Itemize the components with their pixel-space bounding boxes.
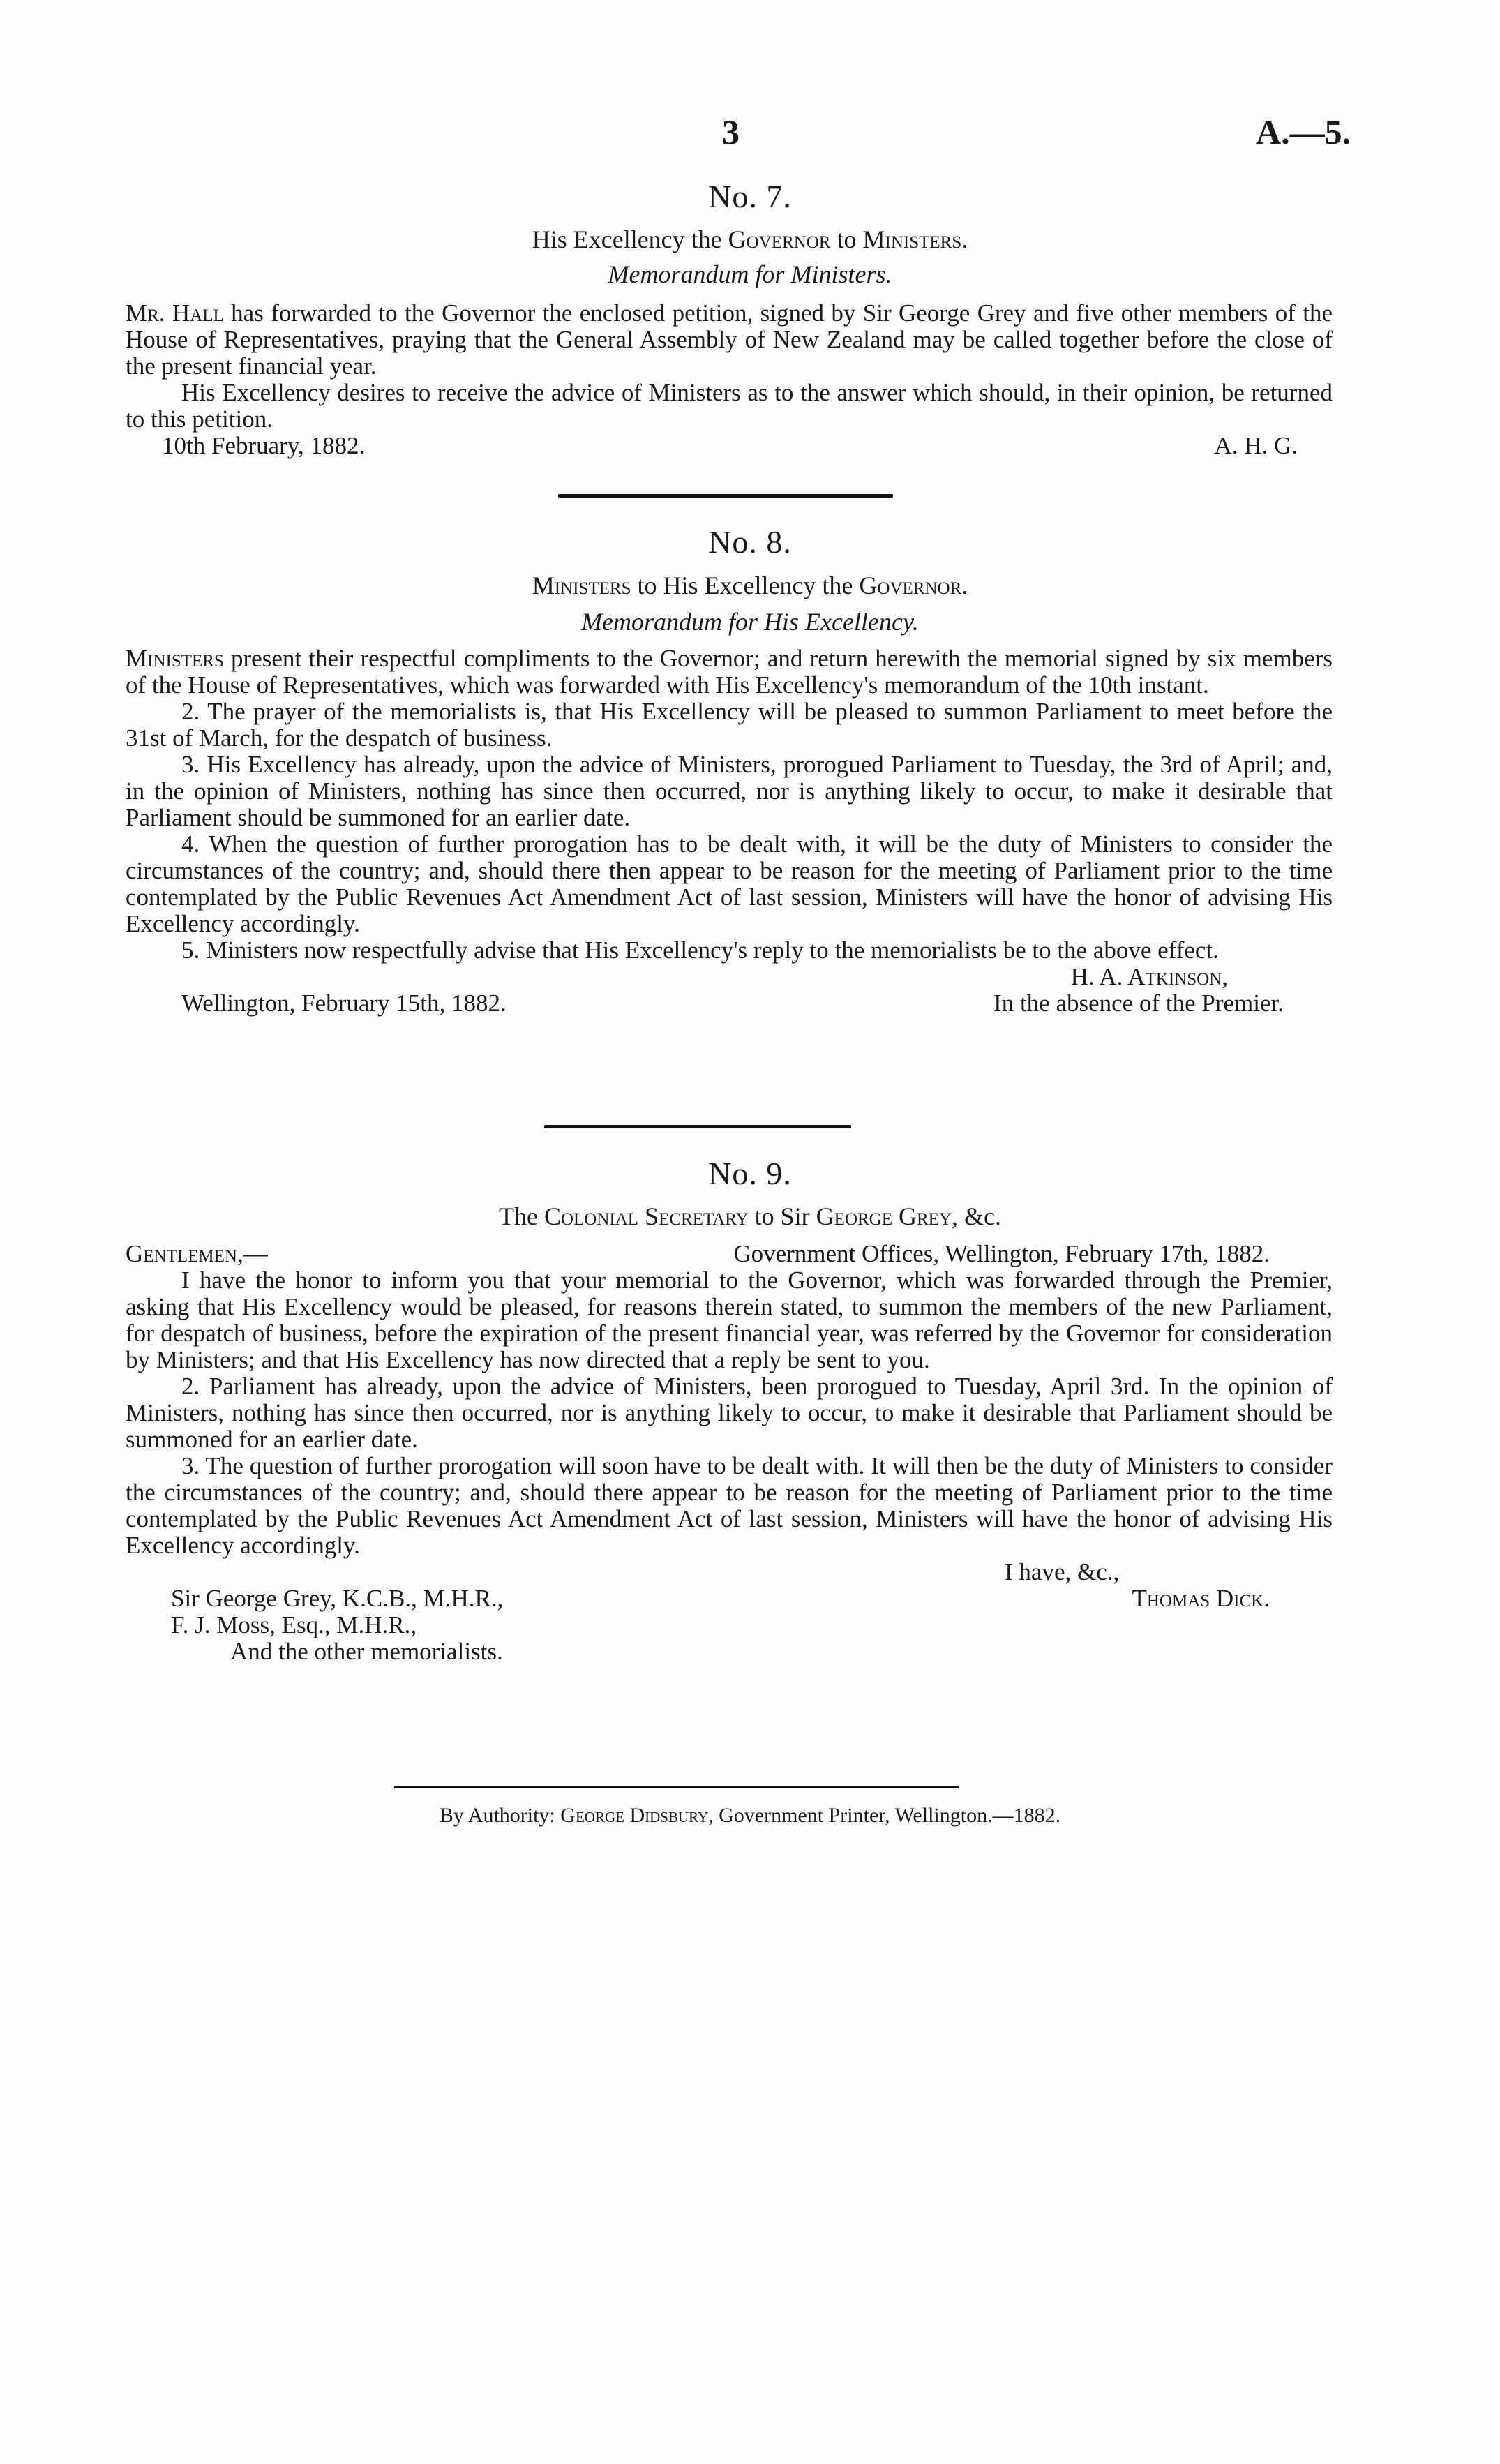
no7-title: His Excellency the Governor to Ministers.	[532, 225, 968, 253]
printer-imprint: By Authority: George Didsbury, Government Printer, Wellington.—1882.	[439, 1804, 1061, 1827]
no7-lead: Mr. Hall	[126, 299, 224, 327]
section-divider	[544, 1125, 851, 1128]
no9-title: The Colonial Secretary to Sir George Grey, &c.	[499, 1202, 1001, 1230]
no9-dateline: Government Offices, Wellington, February 17th, 1882.	[733, 1240, 1270, 1267]
no8-title: Ministers to His Excellency the Governor.	[532, 572, 968, 599]
no9-salutation: Gentlemen,—	[126, 1240, 268, 1267]
page-number: 3	[722, 112, 740, 151]
page-reference: A.—5.	[1256, 112, 1351, 151]
no9-addressee-1: Sir George Grey, K.C.B., M.H.R.,	[171, 1585, 504, 1612]
no7-heading: No. 7.	[708, 179, 792, 214]
no8-para-3: 3. His Excellency has already, upon the advice of Ministers, prorogued Parliament to Tuesday, the 3rd of April; and, in the opinion of Ministers, nothing has since then occurred, nor is anything likely to occur, to make it desirable that Parliament should be summoned for an earlier date.	[126, 751, 1333, 831]
no8-para-5: 5. Ministers now respectfully advise that His Excellency's reply to the memorialists be to the above effect.	[181, 936, 1219, 964]
no9-addressee-3: And the other memorialists.	[230, 1638, 503, 1665]
no9-heading: No. 9.	[708, 1156, 792, 1191]
no8-signer: H. A. Atkinson,	[1070, 963, 1228, 990]
footer-rule	[394, 1786, 959, 1788]
section-divider	[558, 494, 893, 498]
no9-closing: I have, &c.,	[1005, 1558, 1120, 1585]
no9-para-2: 2. Parliament has already, upon the advice of Ministers, been prorogued to Tuesday, April 3rd. In the opinion of Ministers, nothing has since then occurred, nor is anything likely to occur, to make it desirable that Parliament should be summoned for an earlier date.	[126, 1373, 1333, 1453]
no7-body	[126, 300, 1333, 459]
no7-para-1: has forwarded to the Governor the enclosed petition, signed by Sir George Grey and five other members of the House of Representatives, praying that the General Assembly of New Zealand may be called together before the close of the present financial year.	[126, 299, 1333, 380]
no7-para-2: His Excellency desires to receive the advice of Ministers as to the answer which should, in their opinion, be returned to this petition.	[126, 379, 1333, 433]
no7-signature: A. H. G.	[1214, 432, 1298, 459]
no8-place-date: Wellington, February 15th, 1882.	[181, 990, 507, 1017]
no8-para-4: 4. When the question of further prorogation has to be dealt with, it will be the duty of Ministers to consider the circumstances of the country; and, should there then appear to be reason for the meeting of Parliament prior to the time contemplated by the Public Revenues Act Amendment Act of last session, Ministers will have the honor of advising His Excellency accordingly.	[126, 830, 1333, 937]
no7-date: 10th February, 1882.	[162, 432, 366, 459]
no8-para-2: 2. The prayer of the memorialists is, that His Excellency will be pleased to summon Parliament to meet before the 31st of March, for the despatch of business.	[126, 698, 1333, 752]
no8-heading: No. 8.	[708, 524, 792, 560]
no9-signer: Thomas Dick.	[1132, 1585, 1270, 1612]
no8-subtitle: Memorandum for His Excellency.	[581, 608, 919, 636]
no7-subtitle: Memorandum for Ministers.	[608, 260, 892, 288]
no9-body	[126, 1241, 1333, 1665]
no9-addressee-2: F. J. Moss, Esq., M.H.R.,	[171, 1611, 417, 1638]
no8-signer-role: In the absence of the Premier.	[993, 990, 1284, 1017]
no8-lead: Ministers	[126, 645, 224, 672]
no9-para-1: I have the honor to inform you that your memorial to the Governor, which was forwarded through the Premier, asking that His Excellency would be pleased, for reasons therein stated, to summon the members of the new Parliament, for despatch of business, before the expiration of the present financial year, was referred by the Governor for consideration by Ministers; and that His Excellency has now directed that a reply be sent to you.	[126, 1267, 1333, 1373]
no8-body	[126, 645, 1333, 1017]
no8-para-1: present their respectful compliments to the Governor; and return herewith the memorial signed by six members of the House of Representatives, which was forwarded with His Excellency's memorandum of the 10th instant.	[126, 645, 1333, 699]
no9-para-3: 3. The question of further prorogation will soon have to be dealt with. It will then be the duty of Ministers to consider the circumstances of the country; and, should there appear to be reason for the meeting of Parliament prior to the time contemplated by the Public Revenues Act Amendment Act of last session, Ministers will have the honor of advising His Excellency accordingly.	[126, 1452, 1333, 1559]
